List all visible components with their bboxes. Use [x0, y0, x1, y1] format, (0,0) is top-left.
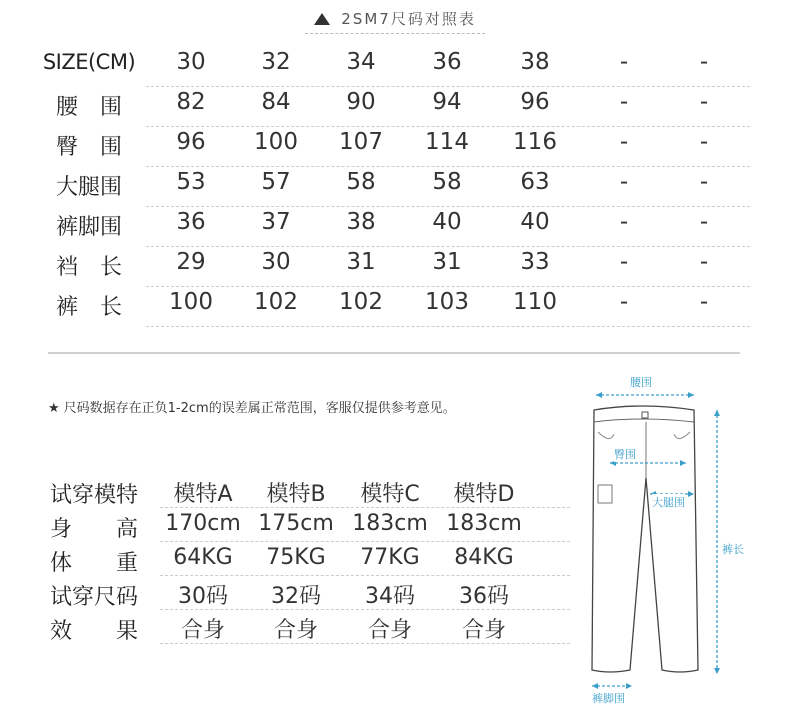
- model-cell: 模特C: [360, 482, 420, 507]
- hem-row: [30, 206, 750, 246]
- length-label: 裤长: [722, 543, 744, 556]
- row-label: 裆 长: [55, 255, 122, 280]
- model-cell: 84KG: [454, 545, 514, 570]
- header: [0, 8, 790, 34]
- model-cell: 183cm: [446, 511, 522, 536]
- size-cell: 58: [346, 169, 376, 195]
- model-table: [50, 474, 530, 644]
- model-cell: 模特B: [266, 482, 326, 507]
- size-cell: 82: [176, 89, 206, 115]
- note-text: 尺码数据存在正负1-2cm的误差属正常范围，客服仅提供参考意见。: [63, 401, 456, 416]
- title-underline: [305, 33, 485, 34]
- size-cell: 33: [520, 249, 550, 275]
- size-cell: 90: [346, 89, 376, 115]
- model-row: [50, 474, 530, 508]
- size-cell: 40: [432, 209, 462, 235]
- waist-row: [30, 86, 750, 126]
- model-cell: 170cm: [165, 511, 241, 536]
- weight-row: [50, 542, 530, 576]
- model-cell: 模特A: [173, 482, 233, 507]
- rise-row: [30, 246, 750, 286]
- height-row: [50, 508, 530, 542]
- model-cell: 64KG: [173, 545, 233, 570]
- size-cell: 53: [176, 169, 206, 195]
- section-divider: [48, 352, 740, 354]
- model-cell: 合身: [180, 618, 225, 643]
- row-label: 大腿围: [55, 175, 122, 200]
- model-cell: 36码: [459, 584, 509, 609]
- model-cell: 34码: [365, 584, 415, 609]
- size-cell: -: [619, 169, 629, 195]
- size-note: [48, 397, 456, 416]
- pants-illustration: [580, 370, 750, 710]
- size-cell: 63: [520, 169, 550, 195]
- size-cell: 102: [339, 289, 383, 315]
- size-cell: 100: [254, 129, 298, 155]
- model-cell: 合身: [367, 618, 412, 643]
- size-cell: 31: [346, 249, 376, 275]
- pants-diagram: [580, 370, 750, 710]
- row-label: 腰 围: [55, 95, 122, 120]
- size-cell: -: [619, 249, 629, 275]
- thigh-label: 大腿围: [652, 496, 685, 509]
- model-cell: 183cm: [352, 511, 428, 536]
- size-cell: -: [699, 249, 709, 275]
- row-label: SIZE(CM): [42, 50, 136, 74]
- row-label: 试穿模特: [50, 483, 139, 508]
- model-cell: 75KG: [266, 545, 326, 570]
- size-cell: 30: [176, 49, 206, 75]
- size-cell: 40: [520, 209, 550, 235]
- size-cell: 94: [432, 89, 462, 115]
- hip-row: [30, 126, 750, 166]
- size-cell: 32: [261, 49, 291, 75]
- thigh-row: [30, 166, 750, 206]
- size-cell: 36: [432, 49, 462, 75]
- size-cell: -: [619, 209, 629, 235]
- size-cell: 114: [425, 129, 469, 155]
- row-label: 体 重: [50, 551, 139, 576]
- size-cell: 57: [261, 169, 291, 195]
- row-label: 裤 长: [55, 295, 122, 320]
- model-cell: 175cm: [258, 511, 334, 536]
- size-cell: 102: [254, 289, 298, 315]
- row-label: 试穿尺码: [50, 585, 139, 610]
- size-cell: -: [699, 49, 709, 75]
- size-cell: 107: [339, 129, 383, 155]
- size-cell: 96: [176, 129, 206, 155]
- size-cell: 58: [432, 169, 462, 195]
- size-cell: 96: [520, 89, 550, 115]
- row-label: 身 高: [50, 517, 139, 542]
- model-cell: 32码: [271, 584, 321, 609]
- size-cell: -: [619, 49, 629, 75]
- size-cell: 116: [513, 129, 557, 155]
- row-label: 裤脚围: [55, 215, 122, 240]
- size-cell: -: [699, 209, 709, 235]
- row-label: 效 果: [50, 619, 139, 644]
- size-cell: 34: [346, 49, 376, 75]
- waist-label: 腰围: [630, 376, 652, 389]
- star-icon: ★: [48, 401, 60, 416]
- model-cell: 77KG: [360, 545, 420, 570]
- size-cell: -: [619, 129, 629, 155]
- size-cell: 110: [513, 289, 557, 315]
- size-cell: -: [619, 289, 629, 315]
- size-cell: 29: [176, 249, 206, 275]
- size-cell: -: [699, 289, 709, 315]
- hem-label: 裤脚围: [592, 692, 625, 705]
- size-cell: -: [699, 169, 709, 195]
- size-cell: 38: [346, 209, 376, 235]
- size-table: [30, 46, 750, 326]
- page-title: 2SM7尺码对照表: [341, 10, 476, 28]
- size-cell: -: [699, 89, 709, 115]
- effect-row: [50, 610, 530, 644]
- size-cell: 84: [261, 89, 291, 115]
- row-label: 臀 围: [55, 135, 122, 160]
- model-cell: 30码: [178, 584, 228, 609]
- triangle-icon: [314, 13, 330, 25]
- size-cell: 100: [169, 289, 213, 315]
- fit-size-row: [50, 576, 530, 610]
- model-cell: 合身: [461, 618, 506, 643]
- size-cell: 36: [176, 209, 206, 235]
- size-cell: 103: [425, 289, 469, 315]
- model-cell: 合身: [273, 618, 318, 643]
- size-cell: -: [619, 89, 629, 115]
- hip-label: 臀围: [614, 448, 636, 461]
- model-cell: 模特D: [453, 482, 515, 507]
- length-row: [30, 286, 750, 326]
- size-cell: 38: [520, 49, 550, 75]
- size-cell: 30: [261, 249, 291, 275]
- size-cell: -: [699, 129, 709, 155]
- size-cell: 37: [261, 209, 291, 235]
- size-cell: 31: [432, 249, 462, 275]
- size-row: [30, 46, 750, 86]
